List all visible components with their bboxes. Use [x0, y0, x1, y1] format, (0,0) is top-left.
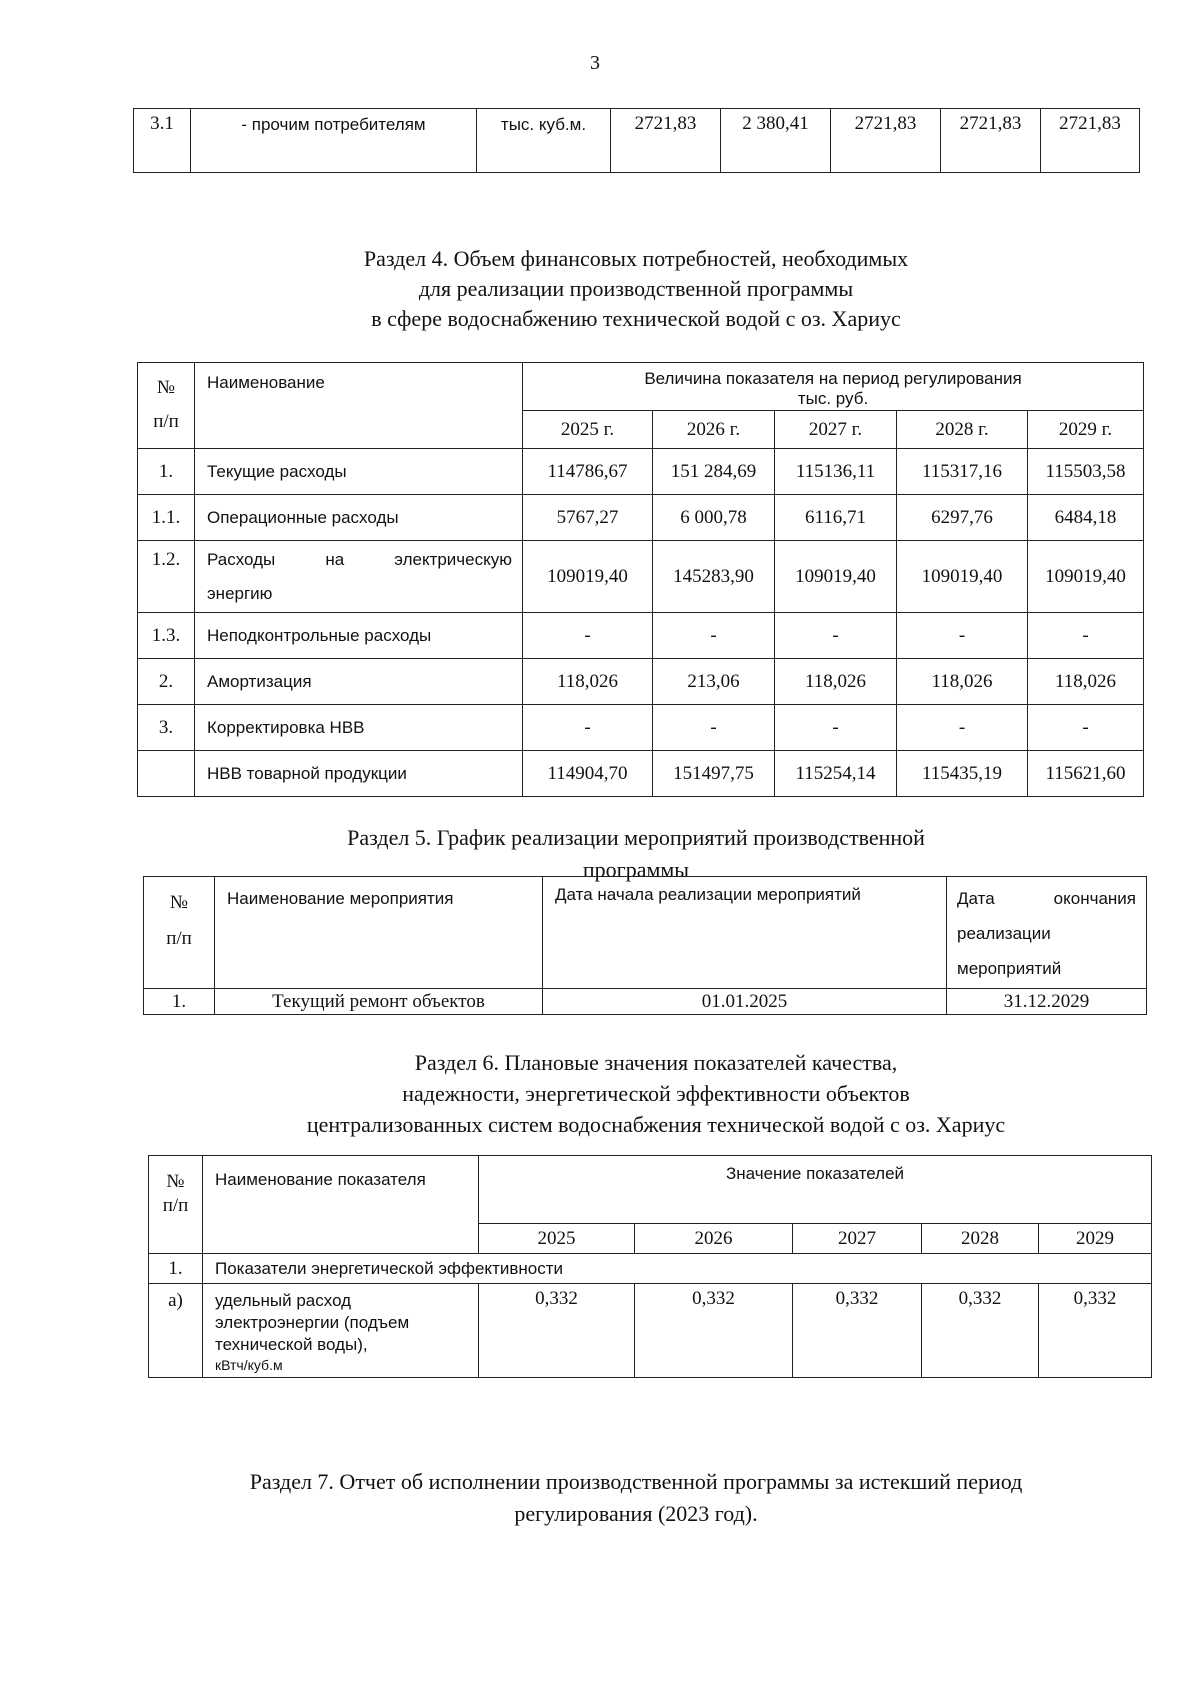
header-year: 2028	[922, 1224, 1039, 1254]
value-cell: 0,332	[1039, 1284, 1152, 1378]
table-row	[138, 659, 1144, 705]
heading-line: программы	[582, 857, 690, 882]
row-name-line: удельный расход	[215, 1291, 352, 1310]
value-cell: 118,026	[1028, 659, 1144, 705]
value-cell: 2721,83	[941, 109, 1041, 173]
table-row	[138, 495, 1144, 541]
table-schedule	[143, 876, 1147, 1015]
table-quality-indicators	[148, 1155, 1152, 1378]
table-row	[144, 989, 1147, 1015]
header-number-line1: №	[166, 1171, 185, 1192]
row-name	[195, 541, 523, 613]
value-cell: -	[775, 613, 897, 659]
row-number	[138, 751, 195, 797]
row-name: - прочим потребителям	[191, 109, 477, 173]
header-year: 2029 г.	[1028, 411, 1144, 449]
header-year: 2026	[635, 1224, 793, 1254]
header-number-line2: п/п	[153, 411, 179, 432]
table-header-row	[138, 363, 1144, 411]
row-name-word: Расходы	[207, 549, 276, 569]
value-cell: 109019,40	[775, 541, 897, 613]
value-cell: 5767,27	[523, 495, 653, 541]
value-cell: 114904,70	[523, 751, 653, 797]
page-number: 3	[590, 52, 600, 74]
table-volume-continuation	[133, 108, 1140, 173]
header-end-date	[947, 877, 1147, 989]
header-name: Наименование	[195, 363, 523, 449]
row-number: 1.	[144, 989, 215, 1015]
table-row	[138, 541, 1144, 613]
heading-line: для реализации производственной программы	[418, 276, 854, 301]
value-cell: 115435,19	[897, 751, 1028, 797]
header-end-line3: мероприятий	[957, 959, 1062, 978]
value-cell: 6484,18	[1028, 495, 1144, 541]
value-cell: 115621,60	[1028, 751, 1144, 797]
header-end-word: Дата	[957, 889, 995, 908]
value-cell: 213,06	[653, 659, 775, 705]
header-period-group	[523, 363, 1144, 411]
value-cell: -	[897, 705, 1028, 751]
value-cell: 6297,76	[897, 495, 1028, 541]
row-number: 2.	[138, 659, 195, 705]
header-year: 2025	[479, 1224, 635, 1254]
row-number: 3.1	[134, 109, 191, 173]
row-name: Текущий ремонт объектов	[215, 989, 543, 1015]
heading-line: в сфере водоснабжению технической водой с оз. Хариус	[371, 306, 901, 331]
table-header-row	[144, 877, 1147, 989]
row-start-date: 01.01.2025	[543, 989, 947, 1015]
value-cell: -	[523, 613, 653, 659]
header-number	[144, 877, 215, 989]
header-end-word: окончания	[1053, 889, 1136, 908]
row-name-line: технической воды),	[215, 1335, 368, 1354]
row-name: Операционные расходы	[195, 495, 523, 541]
header-year: 2029	[1039, 1224, 1152, 1254]
value-cell: 0,332	[793, 1284, 922, 1378]
header-year: 2025 г.	[523, 411, 653, 449]
value-cell: -	[775, 705, 897, 751]
table-row	[138, 449, 1144, 495]
value-cell: 151497,75	[653, 751, 775, 797]
row-unit: кВтч/куб.м	[215, 1357, 283, 1373]
row-name	[203, 1284, 479, 1378]
row-name: Текущие расходы	[195, 449, 523, 495]
table-row	[134, 109, 1140, 173]
header-year: 2027 г.	[775, 411, 897, 449]
row-name: Корректировка НВВ	[195, 705, 523, 751]
value-cell: 114786,67	[523, 449, 653, 495]
row-number: 1.1.	[138, 495, 195, 541]
group-label: Показатели энергетической эффективности	[203, 1254, 1152, 1284]
header-group-line2: тыс. руб.	[797, 388, 869, 408]
heading-line: Раздел 4. Объем финансовых потребностей, необходимых	[363, 246, 909, 271]
row-name: НВВ товарной продукции	[195, 751, 523, 797]
value-cell: -	[1028, 613, 1144, 659]
row-number: 1.	[149, 1254, 203, 1284]
value-cell: 2721,83	[611, 109, 721, 173]
heading-line: Раздел 6. Плановые значения показателей качества,	[414, 1050, 898, 1075]
row-name-word: на	[325, 549, 345, 569]
heading-line: регулирования (2023 год).	[514, 1501, 758, 1526]
heading-line: Раздел 7. Отчет об исполнении производственной программы за истекший период	[249, 1469, 1023, 1494]
header-year: 2026 г.	[653, 411, 775, 449]
row-unit: тыс. куб.м.	[477, 109, 611, 173]
header-year: 2028 г.	[897, 411, 1028, 449]
header-end-line2: реализации	[957, 924, 1051, 943]
row-name: Амортизация	[195, 659, 523, 705]
header-number	[149, 1156, 203, 1254]
value-cell: 115317,16	[897, 449, 1028, 495]
value-cell: 2721,83	[831, 109, 941, 173]
header-values-group: Значение показателей	[479, 1156, 1152, 1224]
header-start-date: Дата начала реализации мероприятий	[543, 877, 947, 989]
value-cell: 109019,40	[897, 541, 1028, 613]
value-cell: 2721,83	[1041, 109, 1140, 173]
heading-line: Раздел 5. График реализации мероприятий производственной	[347, 825, 925, 850]
header-year: 2027	[793, 1224, 922, 1254]
section6-heading	[130, 1047, 1182, 1140]
header-number-line2: п/п	[166, 928, 192, 949]
table-group-row	[149, 1254, 1152, 1284]
heading-line: централизованных систем водоснабжения технической водой с оз. Хариус	[306, 1112, 1006, 1137]
value-cell: 115254,14	[775, 751, 897, 797]
value-cell: -	[897, 613, 1028, 659]
value-cell: 118,026	[897, 659, 1028, 705]
header-group-line1: Величина показателя на период регулирования	[644, 368, 1022, 388]
value-cell: 115136,11	[775, 449, 897, 495]
row-number: 1.3.	[138, 613, 195, 659]
value-cell: 109019,40	[523, 541, 653, 613]
table-row	[149, 1284, 1152, 1378]
value-cell: 6 000,78	[653, 495, 775, 541]
row-number: а)	[149, 1284, 203, 1378]
header-name: Наименование мероприятия	[215, 877, 543, 989]
value-cell: 6116,71	[775, 495, 897, 541]
value-cell: 0,332	[479, 1284, 635, 1378]
row-end-date: 31.12.2029	[947, 989, 1147, 1015]
value-cell: -	[653, 613, 775, 659]
row-name-word: электрическую	[394, 549, 512, 569]
row-name-line2: энергию	[207, 583, 273, 603]
row-name-line: электроэнергии (подъем	[215, 1313, 410, 1332]
table-header-row	[149, 1156, 1152, 1224]
row-number: 3.	[138, 705, 195, 751]
value-cell: 0,332	[922, 1284, 1039, 1378]
value-cell: -	[653, 705, 775, 751]
value-cell: 2 380,41	[721, 109, 831, 173]
header-number-line2: п/п	[162, 1195, 189, 1216]
heading-line: надежности, энергетической эффективности объектов	[402, 1081, 910, 1106]
section4-heading	[130, 244, 1142, 334]
value-cell: 118,026	[775, 659, 897, 705]
table-financial-needs	[137, 362, 1144, 797]
header-number-line1: №	[156, 377, 176, 398]
header-number	[138, 363, 195, 449]
header-name: Наименование показателя	[203, 1156, 479, 1254]
value-cell: 151 284,69	[653, 449, 775, 495]
row-number: 1.2.	[138, 541, 195, 613]
value-cell: 109019,40	[1028, 541, 1144, 613]
value-cell: -	[523, 705, 653, 751]
value-cell: 115503,58	[1028, 449, 1144, 495]
table-row	[138, 751, 1144, 797]
row-name: Неподконтрольные расходы	[195, 613, 523, 659]
value-cell: 145283,90	[653, 541, 775, 613]
row-number: 1.	[138, 449, 195, 495]
value-cell: 118,026	[523, 659, 653, 705]
header-number-line1: №	[169, 892, 189, 913]
section7-heading	[130, 1466, 1142, 1530]
value-cell: -	[1028, 705, 1144, 751]
value-cell: 0,332	[635, 1284, 793, 1378]
table-row	[138, 705, 1144, 751]
table-row	[138, 613, 1144, 659]
